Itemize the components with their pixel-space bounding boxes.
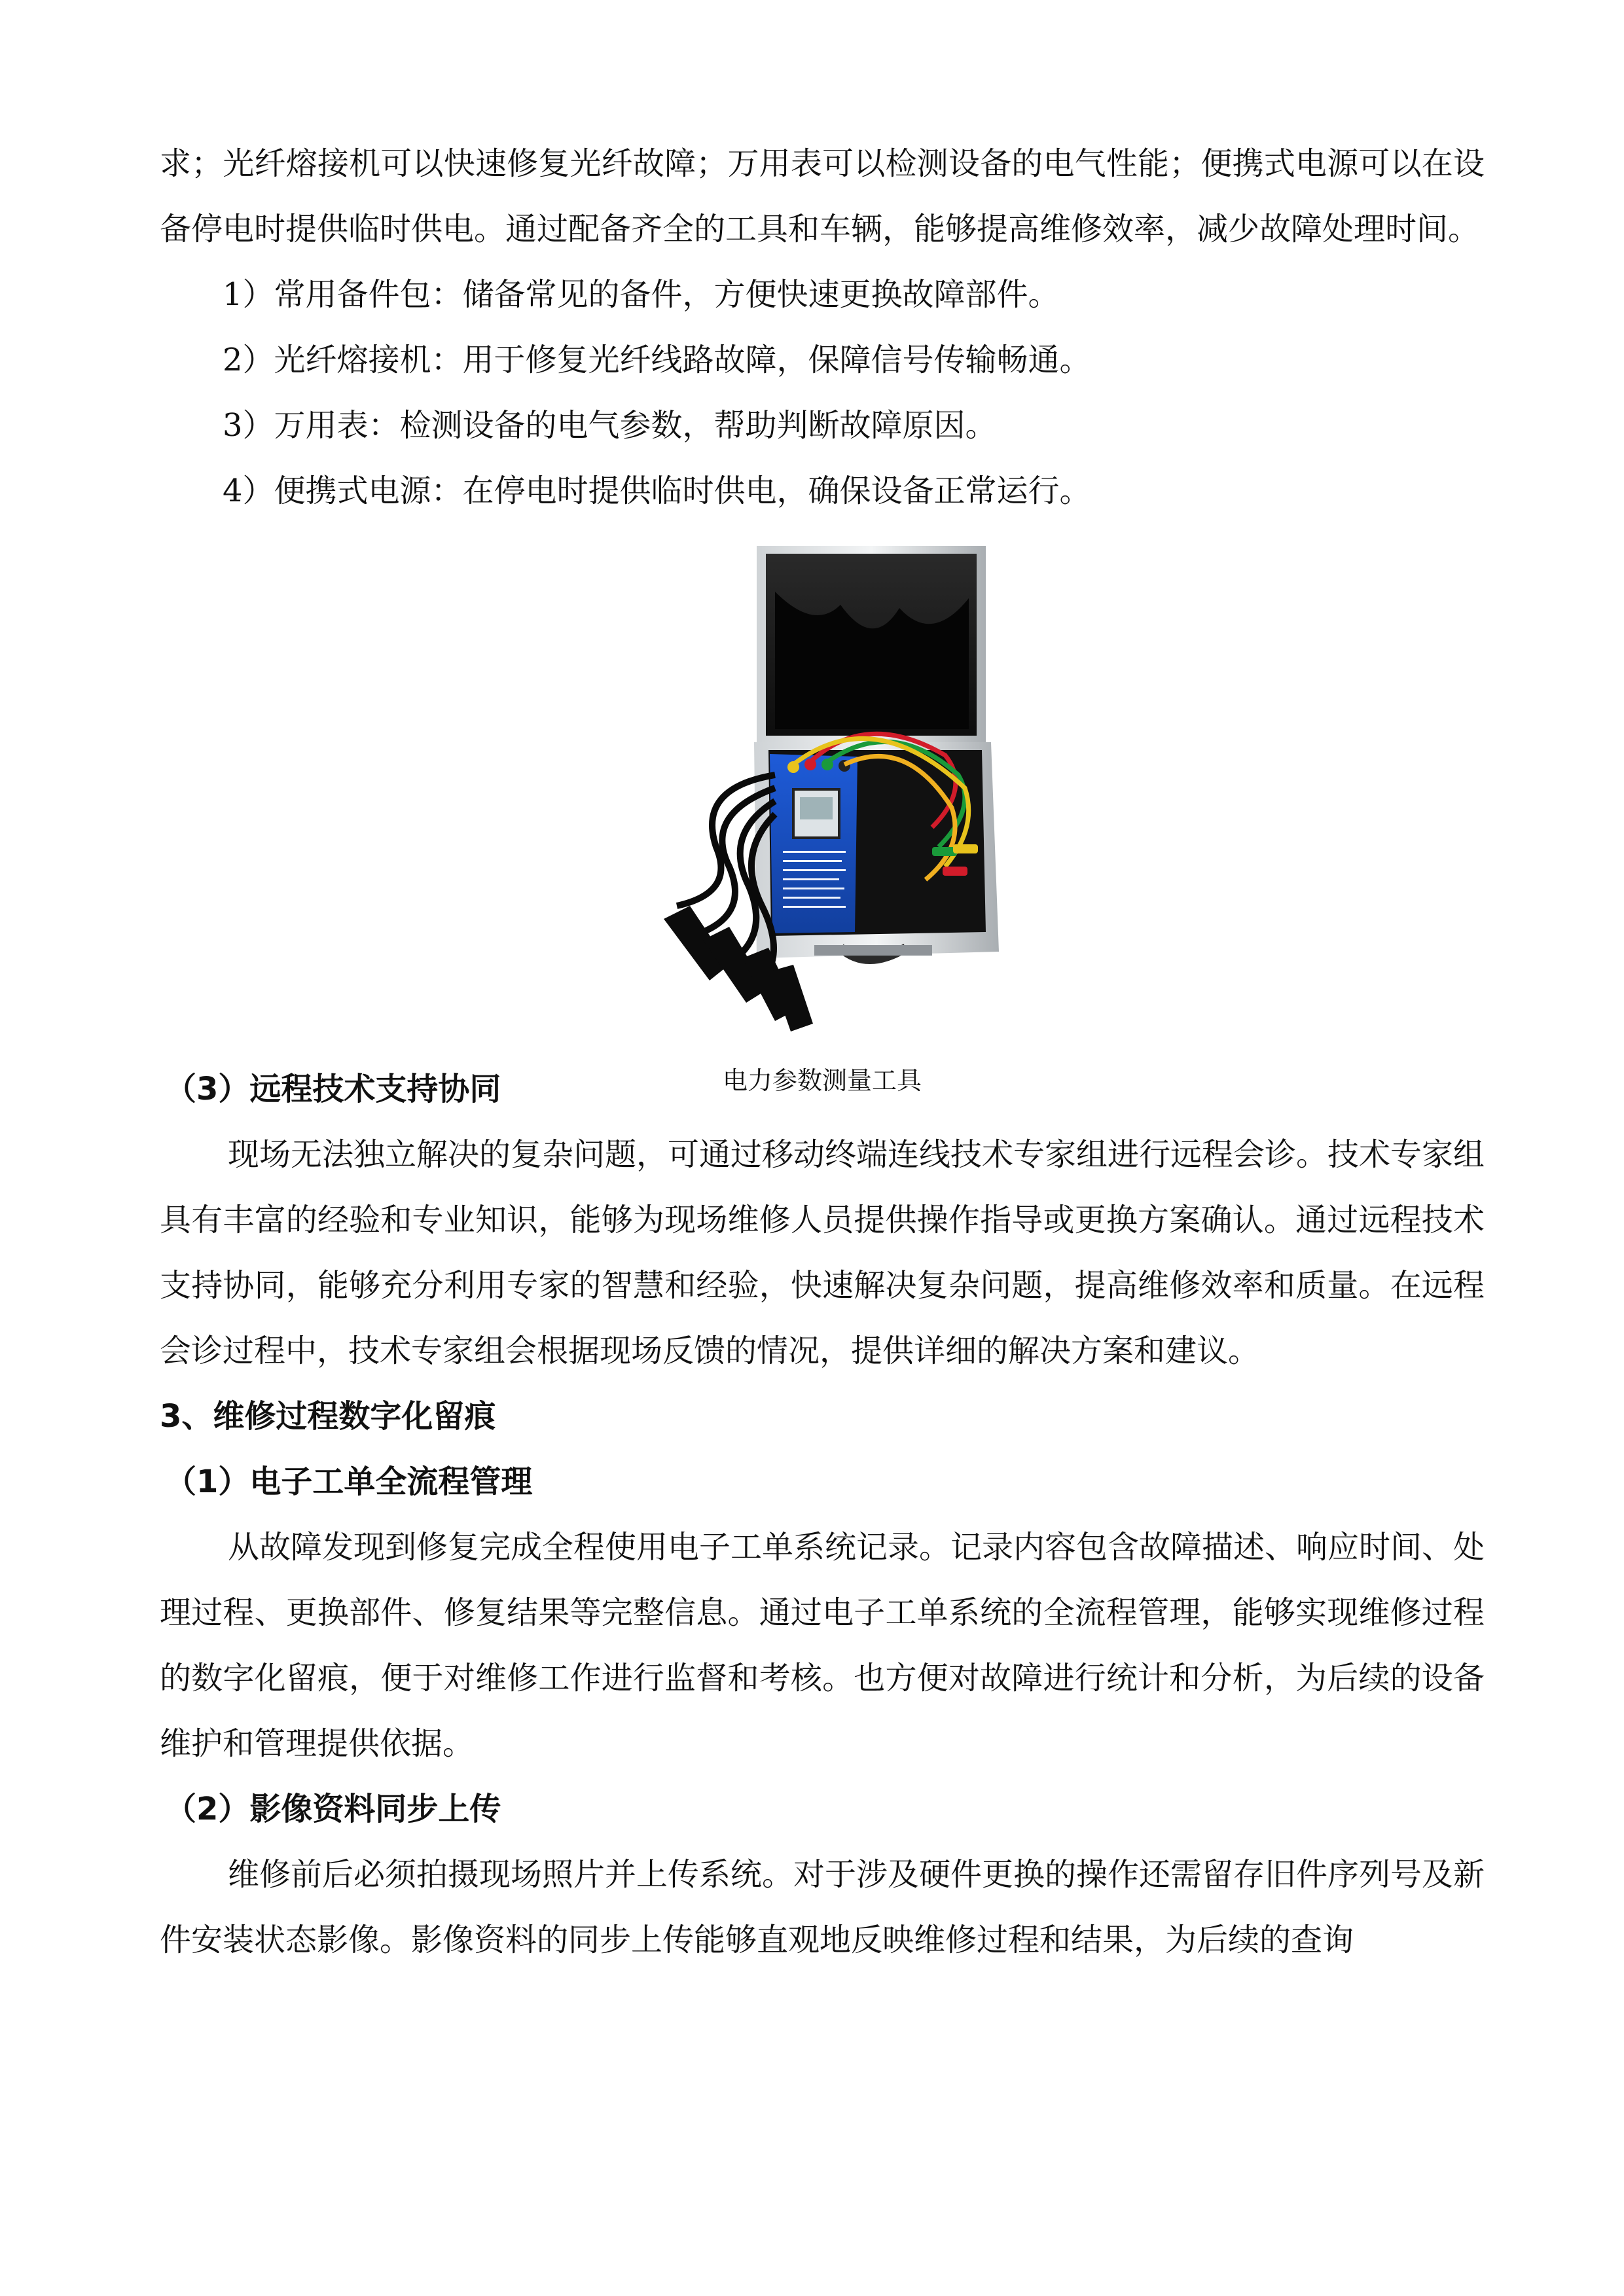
measurement-tool-case-image — [160, 539, 1485, 1056]
list-item-fiber-splicer: 2）光纤熔接机：用于修复光纤线路故障，保障信号传输畅通。 — [223, 342, 1091, 378]
document-body — [160, 131, 1485, 1973]
paragraph-image-upload: 维修前后必须拍摄现场照片并上传系统。对于涉及硬件更换的操作还需留存旧件序列号及新件安装状态影像。影像资料的同步上传能够直观地反映维修过程和结果，为后续的查询 — [160, 1856, 1485, 1958]
list-item-spare-parts: 1）常用备件包：储备常见的备件，方便快速更换故障部件。 — [223, 276, 1060, 313]
list-item-multimeter: 3）万用表：检测设备的电气参数，帮助判断故障原因。 — [223, 407, 997, 444]
section-heading-remote-support: （3）远程技术支持协同 — [165, 1071, 501, 1107]
paragraph-work-order: 从故障发现到修复完成全程使用电子工单系统记录。记录内容包含故障描述、响应时间、处理过程、更换部件、修复结果等完整信息。通过电子工单系统的全流程管理，能够实现维修过程的数字化留痕，便于对维修工作进行监督和考核。也方便对故障进行统计和分析，为后续的设备维护和管理提供依据。 — [160, 1529, 1485, 1762]
chapter-heading-digital-trace: 3、维修过程数字化留痕 — [160, 1398, 496, 1435]
figure-caption: 电力参数测量工具 — [722, 1066, 922, 1095]
paragraph-tools-summary: 求；光纤熔接机可以快速修复光纤故障；万用表可以检测设备的电气性能；便携式电源可以在设备停电时提供临时供电。通过配备齐全的工具和车辆，能够提高维修效率，减少故障处理时间。 — [160, 145, 1485, 247]
list-item-portable-power: 4）便携式电源：在停电时提供临时供电，确保设备正常运行。 — [223, 473, 1091, 509]
paragraph-remote-support: 现场无法独立解决的复杂问题，可通过移动终端连线技术专家组进行远程会诊。技术专家组具有丰富的经验和专业知识，能够为现场维修人员提供操作指导或更换方案确认。通过远程技术支持协同，能够充分利用专家的智慧和经验，快速解决复杂问题，提高维修效率和质量。在远程会诊过程中，技术专家组会根据现场反馈的情况，提供详细的解决方案和建议。 — [160, 1136, 1485, 1369]
section-heading-work-order: （1）电子工单全流程管理 — [165, 1463, 533, 1500]
section-heading-image-upload: （2）影像资料同步上传 — [165, 1791, 501, 1827]
